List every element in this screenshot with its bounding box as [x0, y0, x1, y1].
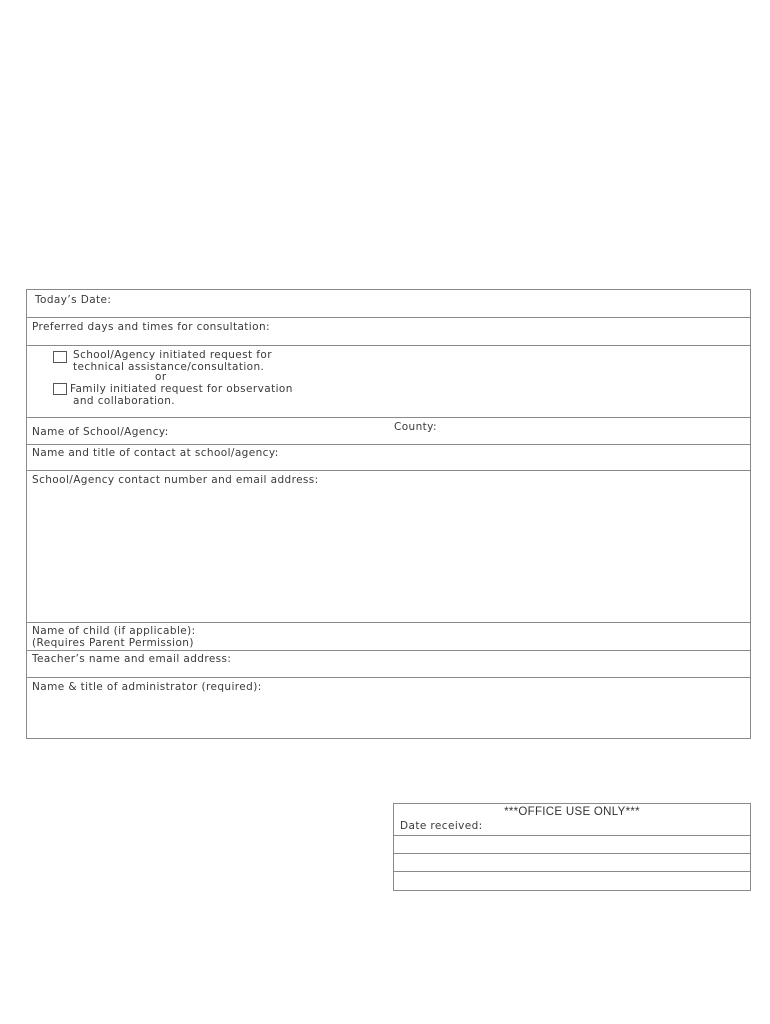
- school-agency-option-line1: School/Agency initiated request for: [73, 349, 272, 361]
- administrator-label: Name & title of administrator (required):: [32, 681, 262, 693]
- contact-name-row[interactable]: [27, 445, 750, 471]
- administrator-row[interactable]: [27, 678, 750, 740]
- office-blank-row-2[interactable]: [394, 854, 750, 872]
- contact-name-label: Name and title of contact at school/agency:: [32, 447, 279, 459]
- child-name-label: Name of child (if applicable):: [32, 625, 196, 637]
- school-agency-request-checkbox[interactable]: [53, 351, 67, 363]
- office-blank-row-1[interactable]: [394, 836, 750, 854]
- school-name-row[interactable]: [27, 418, 750, 445]
- school-agency-option-line2: technical assistance/consultation.: [73, 361, 265, 373]
- request-type-row: [27, 346, 750, 418]
- family-request-checkbox[interactable]: [53, 383, 67, 395]
- teacher-label: Teacher’s name and email address:: [32, 653, 232, 665]
- todays-date-row[interactable]: [27, 290, 750, 318]
- contact-info-label: School/Agency contact number and email address:: [32, 474, 319, 486]
- consultation-request-form: [26, 289, 751, 739]
- teacher-row[interactable]: [27, 651, 750, 678]
- preferred-days-row[interactable]: [27, 318, 750, 346]
- date-received-row[interactable]: [394, 819, 750, 836]
- family-option-line1: Family initiated request for observation: [70, 383, 293, 395]
- office-use-table: [393, 803, 751, 891]
- office-use-title: ***OFFICE USE ONLY***: [504, 806, 640, 818]
- child-permission-label: (Requires Parent Permission): [32, 637, 194, 649]
- school-name-label: Name of School/Agency:: [32, 426, 169, 438]
- preferred-days-label: Preferred days and times for consultation:: [32, 321, 270, 333]
- todays-date-label: Today’s Date:: [35, 294, 112, 306]
- contact-info-row[interactable]: [27, 471, 750, 623]
- office-title-row: [394, 804, 750, 819]
- or-label: or: [155, 371, 167, 383]
- office-blank-row-3[interactable]: [394, 872, 750, 890]
- county-label: County:: [394, 421, 437, 433]
- date-received-label: Date received:: [400, 820, 483, 832]
- family-option-line2: and collaboration.: [73, 395, 176, 407]
- child-name-row[interactable]: [27, 623, 750, 651]
